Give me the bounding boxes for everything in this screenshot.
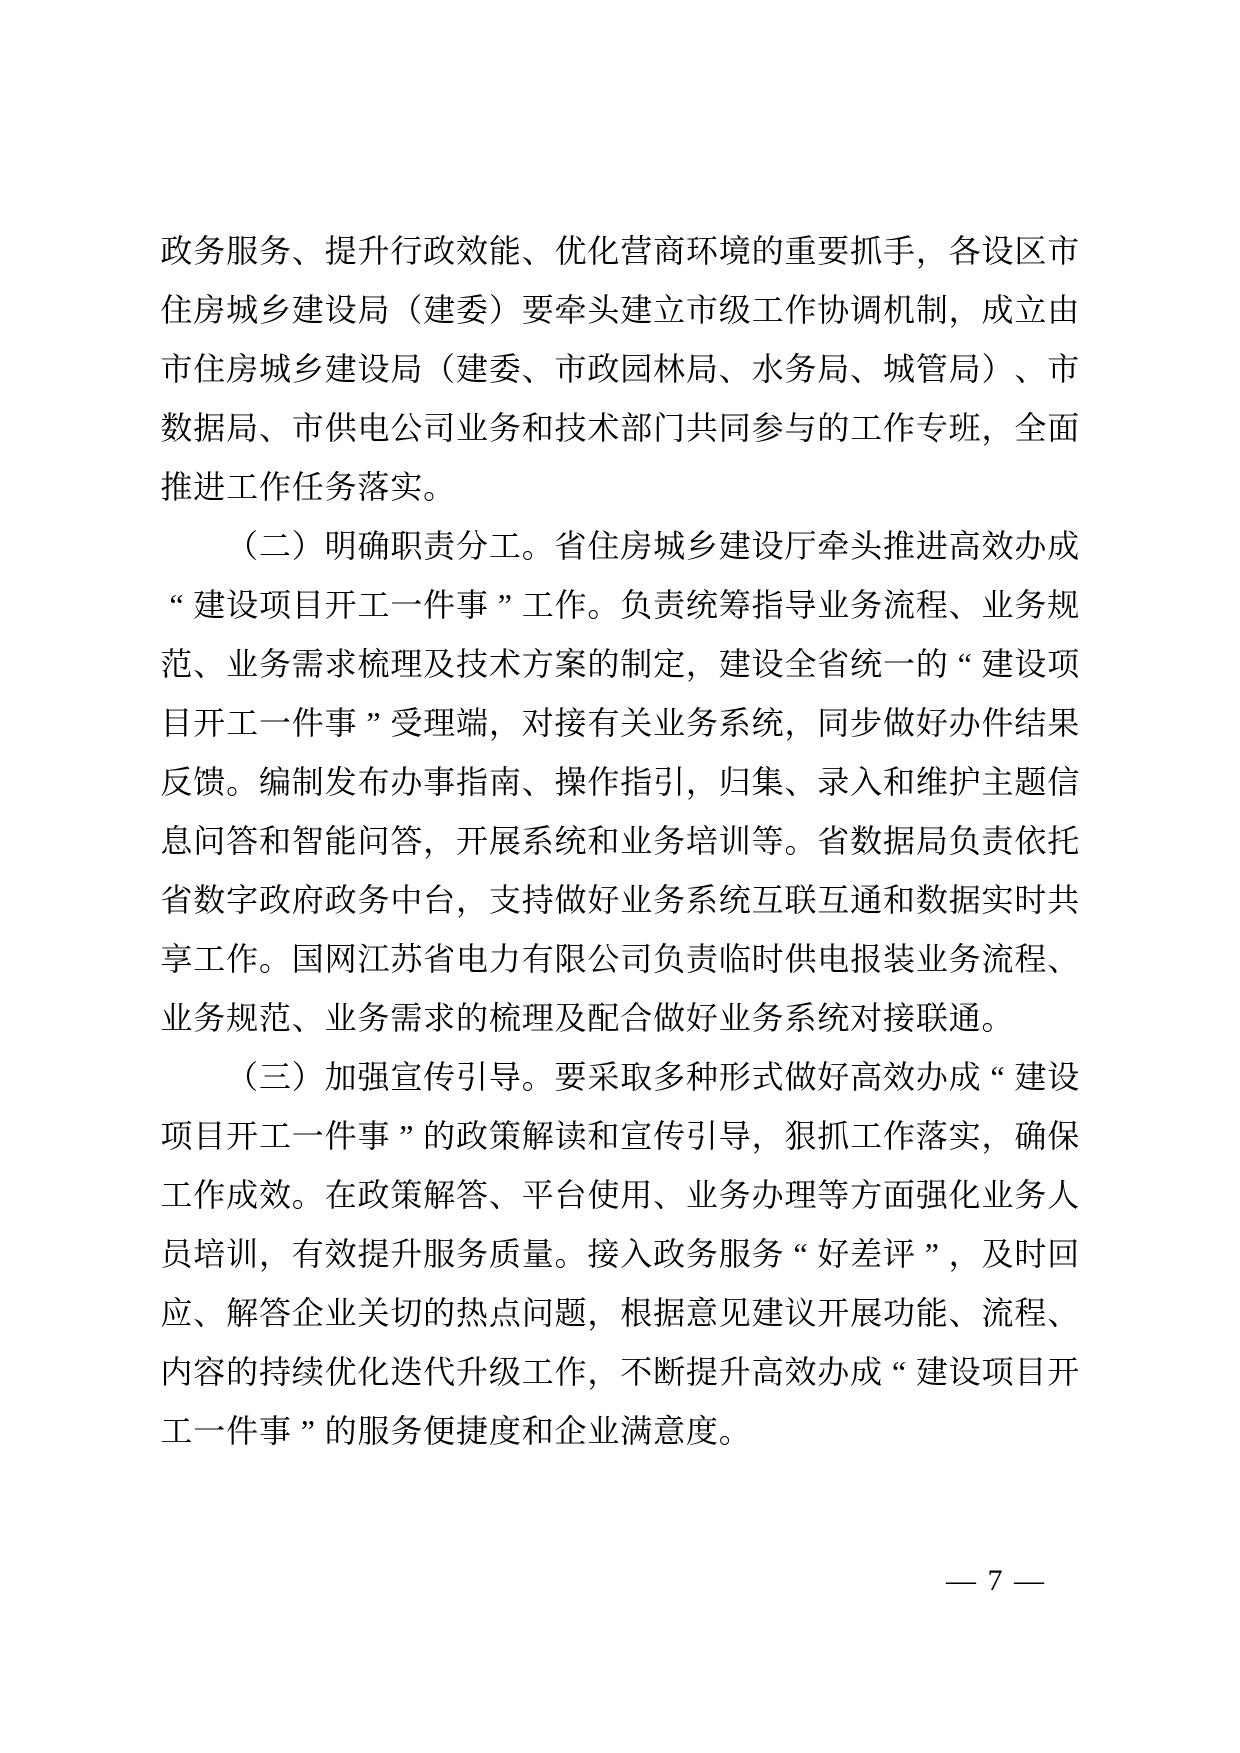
text-line: 市 住 房 城 乡 建 设 局 （ 建 委 、 市 政 园 林 局 、 水 务 局 、 城 管 局 ） 、 市 (160, 351, 1080, 387)
text-line: 工 一 件 事 ” 的 服 务 便 捷 度 和 企 业 满 意 度 。 (160, 1413, 751, 1449)
text-line: 政 务 服 务 、 提 升 行 政 效 能 、 优 化 营 商 环 境 的 重 要 抓 手 ， 各 设 区 市 (160, 233, 1080, 269)
page-number: — 7 — (946, 1564, 1046, 1597)
text-line: 员 培 训 ， 有 效 提 升 服 务 质 量 。 接 入 政 务 服 务 “ 好 差 评 ” ， 及 时 回 (160, 1236, 1080, 1272)
document-body (160, 222, 1080, 1461)
text-line: 反 馈 。 编 制 发 布 办 事 指 南 、 操 作 指 引 ， 归 集 、 录 入 和 维 护 主 题 信 (160, 764, 1080, 800)
text-line: 目 开 工 一 件 事 ” 受 理 端 ， 对 接 有 关 业 务 系 统 ， 同 步 做 好 办 件 结 果 (160, 705, 1080, 741)
text-line: 推 进 工 作 任 务 落 实 。 (160, 469, 456, 505)
text-line: （ 三 ） 加 强 宣 传 引 导 。 要 采 取 多 种 形 式 做 好 高 效 办 成 “ 建 设 (226, 1059, 1080, 1095)
text-line: 工 作 成 效 。 在 政 策 解 答 、 平 台 使 用 、 业 务 办 理 等 方 面 强 化 业 务 人 (160, 1177, 1080, 1213)
text-line: 住 房 城 乡 建 设 局 （ 建 委 ） 要 牵 头 建 立 市 级 工 作 协 调 机 制 ， 成 立 由 (160, 292, 1080, 328)
text-line: “ 建 设 项 目 开 工 一 件 事 ” 工 作 。 负 责 统 筹 指 导 业 务 流 程 、 业 务 规 (169, 587, 1080, 623)
text-line: （ 二 ） 明 确 职 责 分 工 。 省 住 房 城 乡 建 设 厅 牵 头 推 进 高 效 办 成 (226, 528, 1080, 564)
text-line: 项 目 开 工 一 件 事 ” 的 政 策 解 读 和 宣 传 引 导 ， 狠 抓 工 作 落 实 ， 确 保 (160, 1118, 1080, 1154)
text-line: 内 容 的 持 续 优 化 迭 代 升 级 工 作 ， 不 断 提 升 高 效 办 成 “ 建 设 项 目 开 (160, 1354, 1080, 1390)
text-line: 应 、 解 答 企 业 关 切 的 热 点 问 题 ， 根 据 意 见 建 议 开 展 功 能 、 流 程 、 (160, 1295, 1080, 1331)
text-line: 数 据 局 、 市 供 电 公 司 业 务 和 技 术 部 门 共 同 参 与 的 工 作 专 班 ， 全 面 (160, 410, 1080, 446)
text-line: 范 、 业 务 需 求 梳 理 及 技 术 方 案 的 制 定 ， 建 设 全 省 统 一 的 “ 建 设 项 (160, 646, 1080, 682)
text-line: 息 问 答 和 智 能 问 答 ， 开 展 系 统 和 业 务 培 训 等 。 省 数 据 局 负 责 依 托 (160, 823, 1080, 859)
text-line: 业 务 规 范 、 业 务 需 求 的 梳 理 及 配 合 做 好 业 务 系 统 对 接 联 通 。 (160, 1000, 1014, 1036)
text-line: 享 工 作 。 国 网 江 苏 省 电 力 有 限 公 司 负 责 临 时 供 电 报 装 业 务 流 程 、 (160, 941, 1080, 977)
text-line: 省 数 字 政 府 政 务 中 台 ， 支 持 做 好 业 务 系 统 互 联 互 通 和 数 据 实 时 共 (160, 882, 1080, 918)
